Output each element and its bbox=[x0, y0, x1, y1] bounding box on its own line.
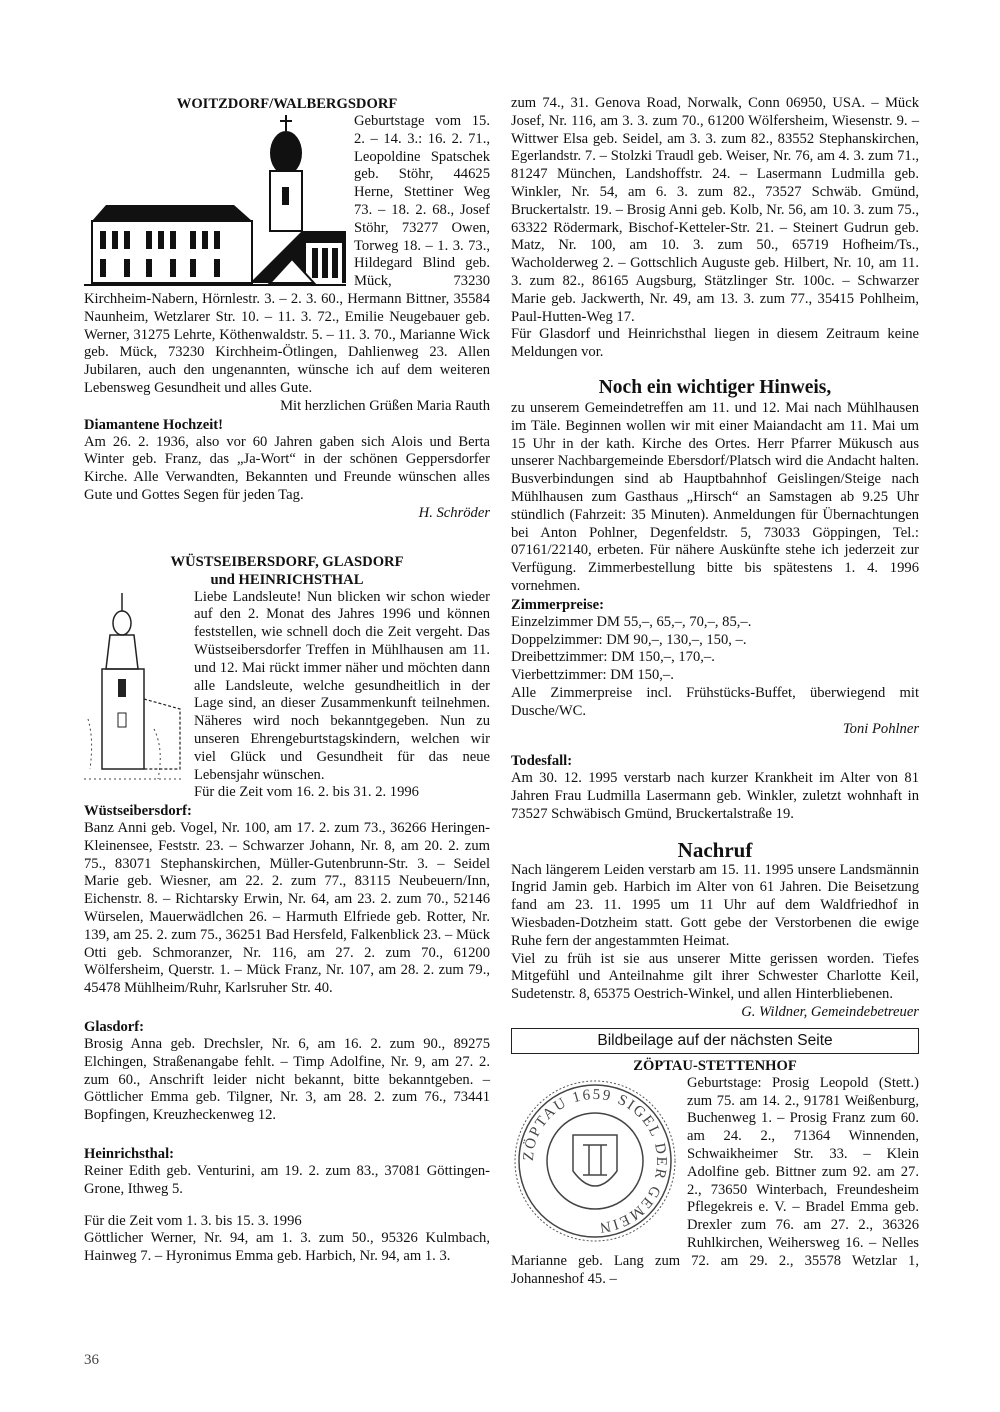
wuestseibersdorf-list: Banz Anni geb. Vogel, Nr. 100, am 17. 2. zum 73., 36266 Heringen-Kleinensee, Feststr. 23. – Schwarzer Johann, Nr. 8, am 20. 2. zum 75., 83071 Stephanskirchen, Müller-Gutenbrunn-Str. 3. – Seidel Marie geb. Wiesner, am 22. 2. zum 77., 83115 Neubeuern/Inn, Eichenstr. 8. – Richtarsky Erwin, Nr. 64, am 23. 2. zum 70., 52146 Würselen, Mauerwädlchen 26. – Harmuth Elfriede geb. Rotter, Nr. 139, am 25. 2. zum 75., 36251 Bad Hersfeld, Falkenblick 23. – Mück Otti geb. Schmoranzer, Nr. 116, am 27. 2. zum 70., 61200 Wölfersheim, Querstr. 1. – Mück Franz, Nr. 107, am 28. 2. zum 79., 45478 Mühlheim/Ruhr, Karlsruher Str. 40. bbox=[84, 820, 490, 997]
woitzdorf-signoff: Mit herzlichen Grüßen Maria Rauth bbox=[280, 397, 490, 414]
nachruf-body-1: Nach längerem Leiden verstarb am 15. 11. 1995 unsere Landsmännin Ingrid Jamin geb. Harbich im Alter von 61 Jahren. Die Beisetzung fand am 23. 11. 1995 um 11 Uhr auf dem Waldfriedhof in Wiesbaden-Dotzheim statt. Gott gebe der Verstorbenen die ewige Ruhe fern der angestammten Heimat. bbox=[511, 861, 919, 949]
hinweis-title: Noch ein wichtiger Hinweis, bbox=[598, 376, 832, 398]
right-column bbox=[511, 95, 919, 1288]
todesfall-heading: Todesfall: bbox=[511, 753, 573, 770]
continued-list: zum 74., 31. Genova Road, Norwalk, Conn 06950, USA. – Mück Josef, Nr. 116, am 3. 3. zum 70., 61200 Wölfersheim, Wiesenstr. 9. – Wittwer Elsa geb. Seidel, am 3. 3. zum 82., 83552 Stephanskirchen, Egerlandstr. 7. – Stolzki Traudl geb. Weiser, Nr. 76, am 4. 3. zum 71., 81247 München, Landshoffstr. 24. – Lasermann Ludmilla geb. Winkler, Nr. 54, am 6. 3. zum 82., 73527 Schwäb. Gmünd, Bruckertalstr. 19. – Brosig Anni geb. Kolb, Nr. 56, am 10. 3. zum 75., 63322 Rödermark, Bischof-Ketteler-Str. 21. – Steinert Gudrun geb. Matz, Nr. 100, am 10. 3. zum 50., 65719 Hofheim/Ts., Wacholderweg 2. – Gottschlich Auguste geb. Hilbert, Nr. 10, am 11. 3. zum 82., 86165 Augsburg, Stätzlinger Str. 100c. – Schwarzer Marie geb. Jackwerth, Nr. 49, am 13. 3. zum 77., 35415 Pohlheim, Paul-Hutten-Weg 17. bbox=[511, 95, 919, 325]
heinrichsthal-subheading: Heinrichsthal: bbox=[84, 1146, 174, 1163]
tower-illustration bbox=[84, 589, 184, 785]
period-2: Für die Zeit vom 1. 3. bis 15. 3. 1996 bbox=[84, 1212, 302, 1229]
zimmer-line-3: Dreibettzimmer: DM 150,–, 170,–. bbox=[511, 649, 715, 666]
nachruf-signature: G. Wildner, Gemeindebetreuer bbox=[741, 1004, 919, 1021]
zimmer-line-1: Einzelzimmer DM 55,–, 65,–, 70,–, 85,–. bbox=[511, 613, 752, 630]
glasdorf-subheading: Glasdorf: bbox=[84, 1019, 144, 1036]
zimmer-signature: Toni Pohlner bbox=[842, 720, 919, 737]
wuestseibersdorf-title-2: und HEINRICHSTHAL bbox=[210, 571, 364, 588]
nachruf-body-2: Viel zu früh ist sie aus unserer Mitte gerissen worden. Tiefes Mitgefühl und Anteilnahme gilt ihrer Schwester Charlotte Keil, Sudetenstr. 8, 65375 Oestrich-Winkel, und allen Hinterbliebenen. bbox=[511, 950, 919, 1003]
todesfall-body: Am 30. 12. 1995 verstarb nach kurzer Krankheit im Alter von 81 Jahren Frau Ludmilla Lasermann geb. Winkler, zuletzt wohnhaft in 73527 Schwäbisch Gmünd, Bruckertalstraße 19. bbox=[511, 770, 919, 822]
period-2-list: Göttlicher Werner, Nr. 94, am 1. 3. zum 50., 95326 Kulmbach, Hainweg 7. – Hyronimus Emma geb. Harbich, Nr. 94, am 1. 3. bbox=[84, 1230, 490, 1265]
municipal-seal-icon bbox=[511, 1075, 679, 1247]
bildbeilage-box: Bildbeilage auf der nächsten Seite bbox=[511, 1028, 919, 1054]
diamond-body: Am 26. 2. 1936, also vor 60 Jahren gaben sich Alois und Berta Winter geb. Franz, das „Ja-Wort“ in der schönen Geppersdorfer Kirche. Alle Verwandten, Bekannten und Freunde wünschen alles Gute und Gottes Segen für jeden Tag. bbox=[84, 433, 490, 503]
no-reports-note: Für Glasdorf und Heinrichsthal liegen in diesem Zeitraum keine Meldungen vor. bbox=[511, 326, 919, 361]
church-village-icon bbox=[84, 113, 346, 288]
woitzdorf-title: WOITZDORF/WALBERGSDORF bbox=[176, 96, 398, 112]
diamond-signature: H. Schröder bbox=[418, 504, 490, 521]
zoeptau-body: Geburtstage: Prosig Leopold (Stett.) zum 75. am 14. 2., 91781 Weißenburg, Buchenweg 1. – Prosig Franz zum 60. am 24. 2., 71364 Winnenden, Schwaikheimer Str. 33. – Klein Adolfine geb. Bittner zum 92. am 27. 2., 73650 Winterbach, Freundesheim Pflegekreis e. V. – Bradel Emma geb. Drexler zum 76. am 27. 2., 36326 Ruhlkirchen, Weihersweg 16. – Nelles Marianne geb. Lang zum 72. am 29. 2., 35578 Wetzlar 1, Johanneshof 45. – bbox=[511, 1074, 919, 1287]
svg-text:ZÖPTAU 1659 SIGEL DER GEMEIN bbox=[521, 1087, 669, 1235]
page-number: 36 bbox=[84, 1352, 99, 1368]
seal-text: ZÖPTAU 1659 SIGEL DER GEMEIN bbox=[520, 1086, 670, 1236]
wuestseibersdorf-subheading: Wüstseibersdorf: bbox=[84, 803, 192, 820]
hinweis-body: zu unserem Gemeindetreffen am 11. und 12. Mai nach Mühlhausen im Täle. Beginnen wollen wir mit einer Maiandacht am 11. Mai um 15 Uhr in der kath. Kirche des Ortes. Herr Pfarrer Mükusch aus unserer Nachbargemeinde Ebersdorf/Platsch wird die Andacht halten. Busverbindungen sind ab Hauptbahnhof Geislingen/Steige nach Mühlhausen zum Gasthaus „Hirsch“ an Samstagen ab 9.25 Uhr stündlich (Fahrzeit: 35 Minuten). Anmeldungen für Übernachtungen bei Anton Pohlner, Degenfeldstr. 5, 73033 Göppingen, Tel.: 07161/22140, erbeten. Für nähere Auskünfte stehe ich jederzeit zur Verfügung. Zimmerbestellung bitte bis spätestens 1. 4. 1996 vornehmen. bbox=[511, 399, 919, 594]
zimmer-line-4: Vierbettzimmer: DM 150,–. bbox=[511, 667, 674, 684]
wuestseibersdorf-title: WÜSTSEIBERSDORF, GLASDORF bbox=[170, 553, 404, 570]
woitzdorf-body: Geburtstage vom 15. 2. – 14. 3.: 16. 2. 71., Leopoldine Spatschek geb. Stöhr, 44625 Herne, Stettiner Weg 73. – 18. 2. 68., Josef Stöhr, 73277 Owen, Torweg 18. – 1. 3. 73., Hildegard Blind geb. Mück, 73230 Kirchheim-Nabern, Hörnlestr. 3. – 2. 3. 60., Hermann Bittner, 35584 Naunheim, Wetzlarer Str. 10. – 11. 3. 72., Emilie Neugebauer geb. Werner, 31275 Lehrte, Köthenwaldstr. 5. – 11. 3. 70., Marianne Wick geb. Mück, 73230 Kirchheim-Ötlingen, Dahlienweg 23. Allen Jubilaren, auch den ungenannten, wünsche ich auf dem weiteren Lebensweg Gesundheit und alles Gute. bbox=[84, 113, 490, 396]
left-column bbox=[84, 95, 490, 1266]
zoeptau-title: ZÖPTAU-STETTENHOF bbox=[633, 1057, 797, 1074]
church-illustration bbox=[84, 113, 346, 288]
period-1: Für die Zeit vom 16. 2. bis 31. 2. 1996 bbox=[194, 784, 419, 801]
glasdorf-list: Brosig Anna geb. Drechsler, Nr. 6, am 16. 2. zum 90., 89275 Elchingen, Straßenangabe fehlt. – Timp Adolfine, Nr. 9, am 27. 2. zum 60., Anschrift leider nicht bekannt, bitte bekanntgeben. – Göttlicher Emma geb. Tilgner, Nr. 3, am 28. 2. zum 76., 73441 Bopfingen, Kreuzheckenweg 12. bbox=[84, 1036, 490, 1124]
heinrichsthal-list: Reiner Edith geb. Venturini, am 19. 2. zum 83., 37081 Göttingen-Grone, Ithweg 5. bbox=[84, 1163, 490, 1197]
zimmerpreise-heading: Zimmerpreise: bbox=[511, 596, 604, 613]
church-tower-icon bbox=[84, 589, 184, 785]
seal-illustration bbox=[511, 1075, 679, 1247]
zimmer-line-2: Doppelzimmer: DM 90,–, 130,–, 150, –. bbox=[511, 631, 747, 648]
nachruf-title: Nachruf bbox=[677, 837, 753, 862]
wuestseibersdorf-intro: Liebe Landsleute! Nun blicken wir schon wieder auf den 2. Monat des Jahres 1996 und können feststellen, wie schnell doch die Zeit vergeht. Das Wüstseibersdorfer Treffen in Mühlhausen am 11. und 12. Mai rückt immer näher und möchten dann alle Landsleute, welche gesundheitlich in der Lage sind, an dieser Zusammenkunft teilnehmen. Näheres wird noch bekanntgegeben. Nun zu unseren Ehrengeburtstagskindern, welchen wir viel Glück und Gesundheit für das neue Lebensjahr wünschen. bbox=[194, 588, 490, 783]
zimmer-note: Alle Zimmerpreise incl. Frühstücks-Buffet, überwiegend mit Dusche/WC. bbox=[511, 684, 919, 719]
diamond-heading: Diamantene Hochzeit! bbox=[84, 416, 224, 433]
